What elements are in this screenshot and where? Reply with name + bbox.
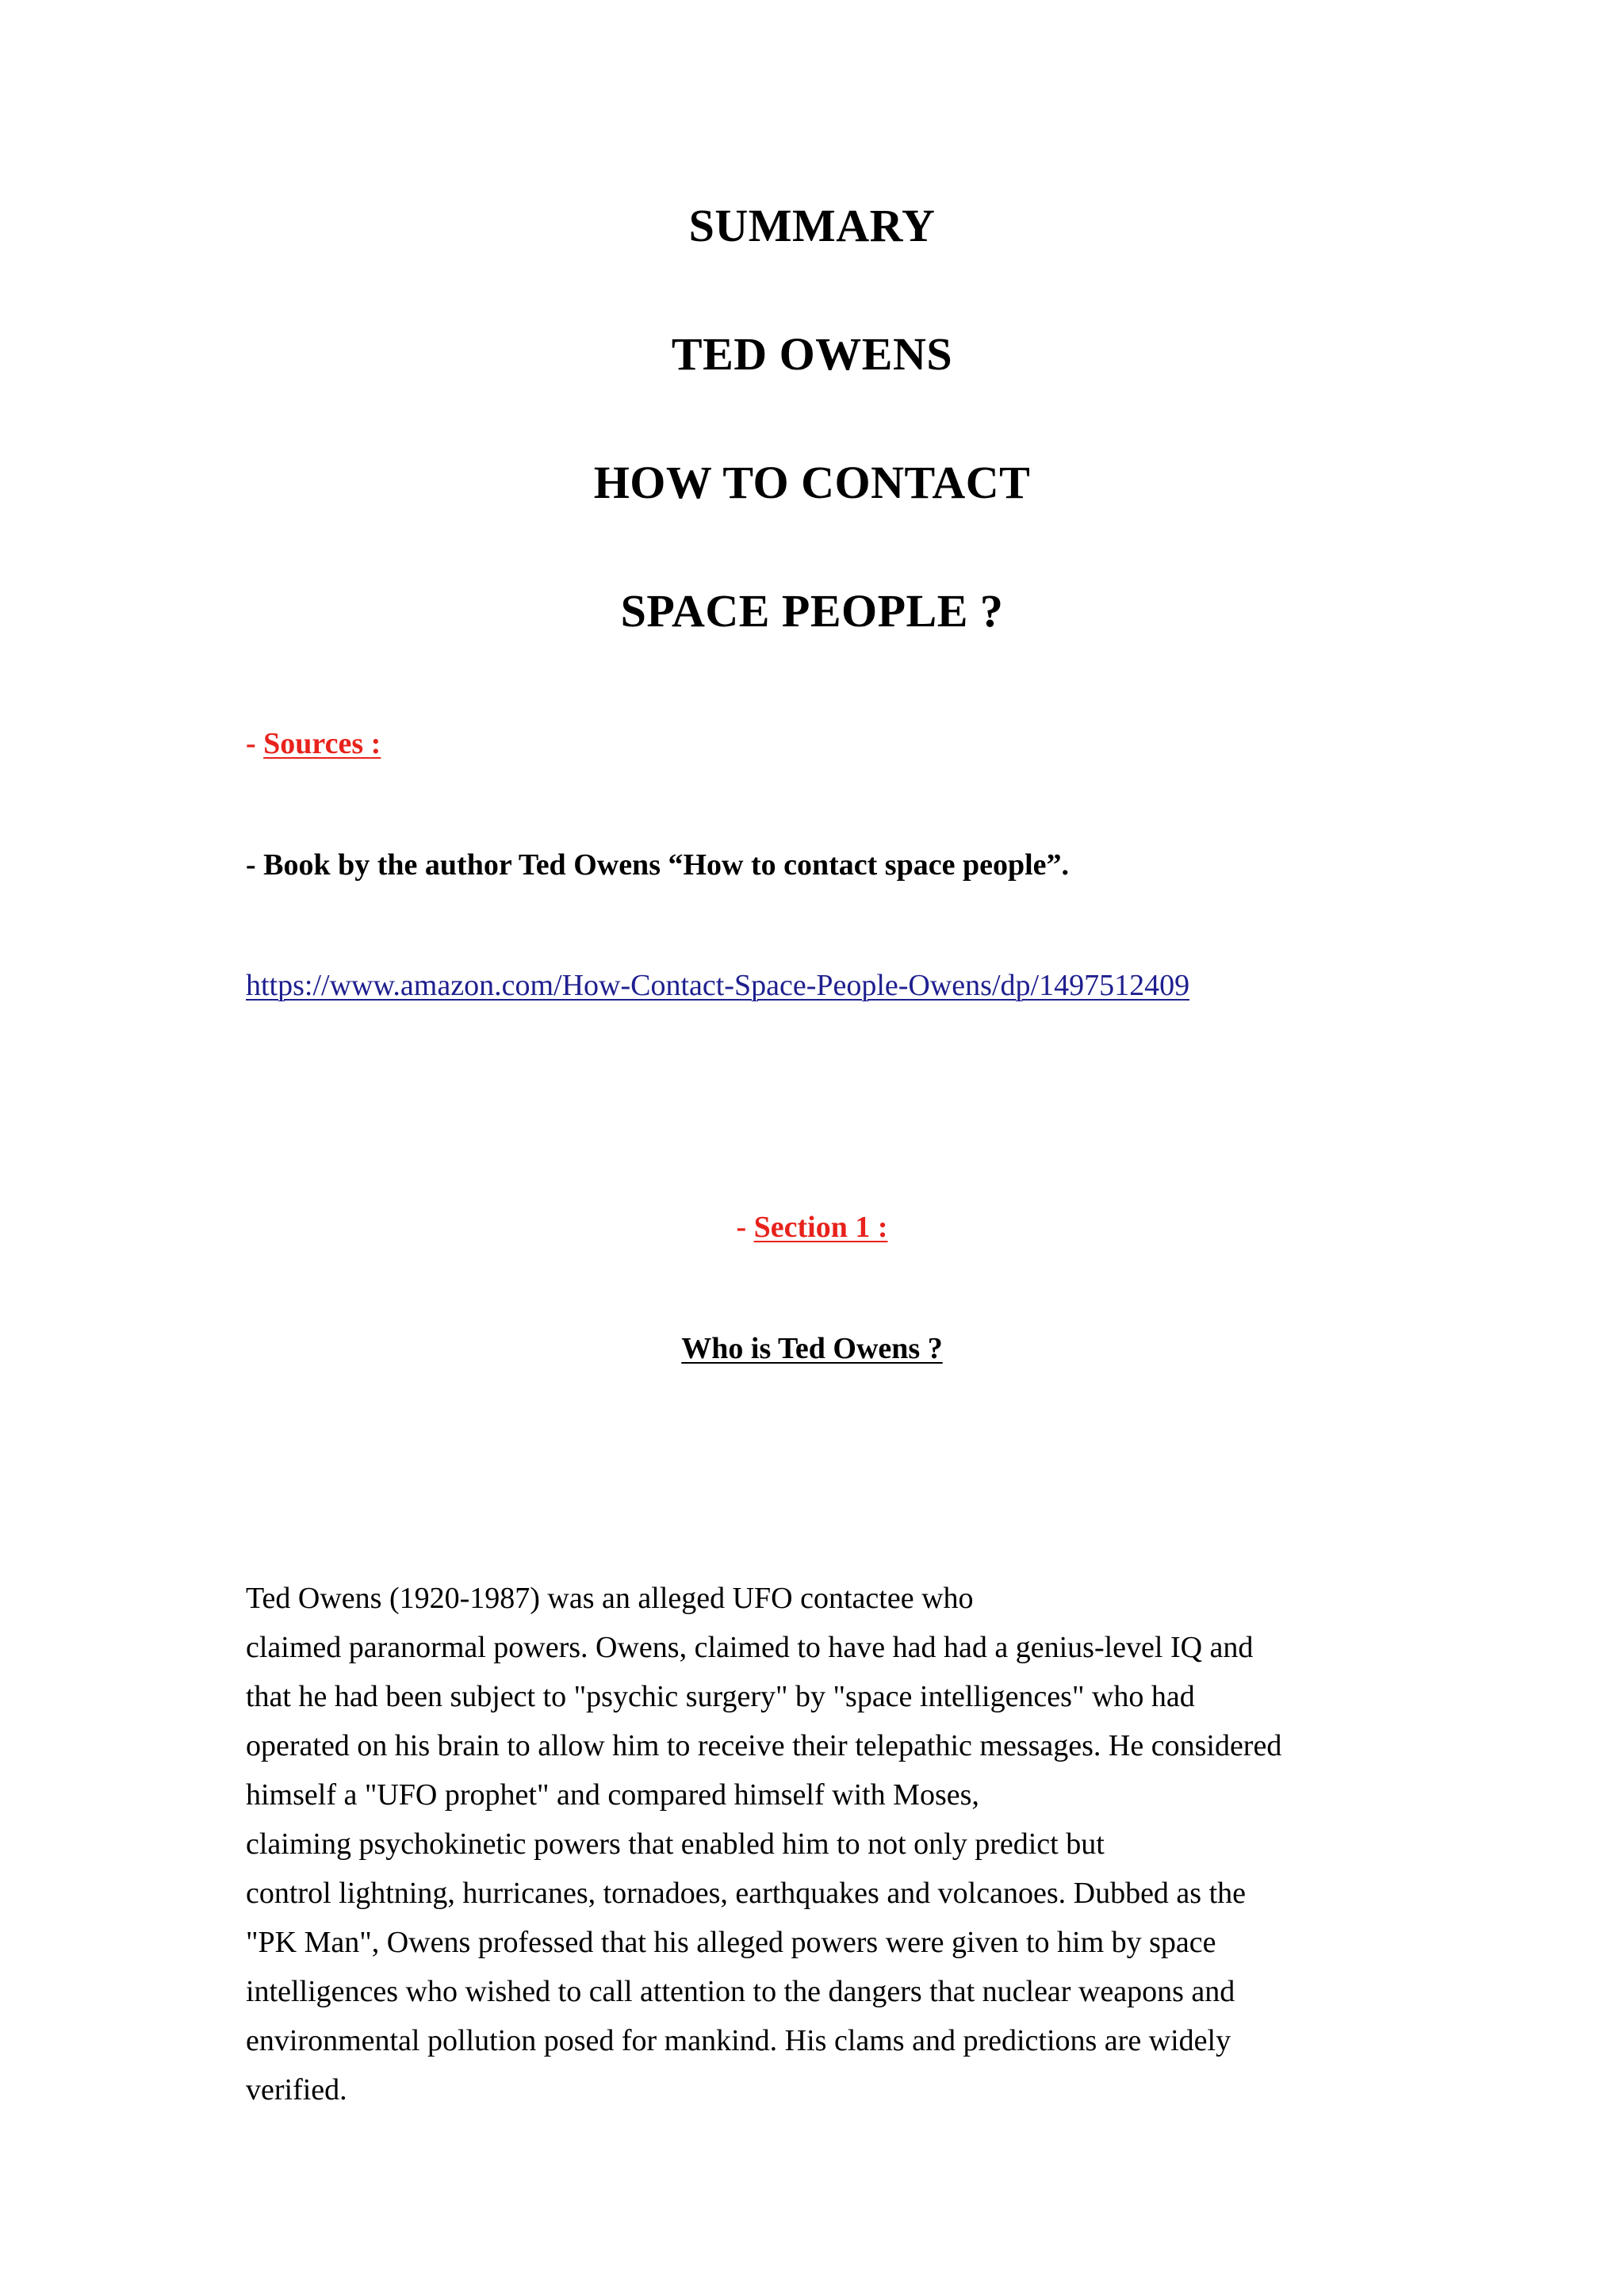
paragraph-line: "PK Man", Owens professed that his alleged powers were given to him by space [246, 1926, 1216, 1959]
paragraph-line: himself a "UFO prophet" and compared himself with Moses, [246, 1778, 979, 1812]
paragraph-line: environmental pollution posed for mankind. His clams and predictions are widely [246, 2024, 1231, 2057]
who-is-ted-owens: Who is Ted Owens ? [681, 1332, 943, 1365]
paragraph-line: control lightning, hurricanes, tornadoes, earthquakes and volcanoes. Dubbed as the [246, 1877, 1247, 1910]
paragraph-line: operated on his brain to allow him to receive their telepathic messages. He considered [246, 1729, 1282, 1762]
section-subheading [0, 1330, 1624, 1367]
sources-label: Sources [263, 727, 371, 760]
title-space-people: SPACE PEOPLE ? [620, 585, 1004, 637]
book-reference: - Book by the author Ted Owens “How to contact space people”. [246, 848, 1070, 882]
paragraph-line: verified. [246, 2073, 347, 2107]
paragraph-line: intelligences who wished to call attention to the dangers that nuclear weapons and [246, 1975, 1235, 2008]
paragraph-line: Ted Owens (1920-1987) was an alleged UFO contactee who [246, 1582, 974, 1615]
sources-heading [246, 725, 381, 762]
paragraph-line: claimed paranormal powers. Owens, claimed to have had had a genius-level IQ and [246, 1631, 1254, 1664]
sources-suffix: : [370, 727, 381, 760]
section-heading [0, 1209, 1624, 1246]
title-how-to-contact: HOW TO CONTACT [593, 457, 1031, 508]
section-prefix: - [736, 1211, 754, 1244]
body-paragraph [246, 1574, 1435, 2114]
title-author: TED OWENS [671, 328, 953, 380]
paragraph-line: that he had been subject to "psychic surgery" by "space intelligences" who had [246, 1680, 1195, 1713]
section-label: Section 1 : [753, 1211, 888, 1244]
sources-prefix: - [246, 727, 264, 760]
paragraph-line: claiming psychokinetic powers that enabled him to not only predict but [246, 1827, 1105, 1861]
title-summary: SUMMARY [688, 200, 936, 251]
amazon-link[interactable]: https://www.amazon.com/How-Contact-Space-People-Owens/dp/1497512409 [246, 969, 1190, 1002]
